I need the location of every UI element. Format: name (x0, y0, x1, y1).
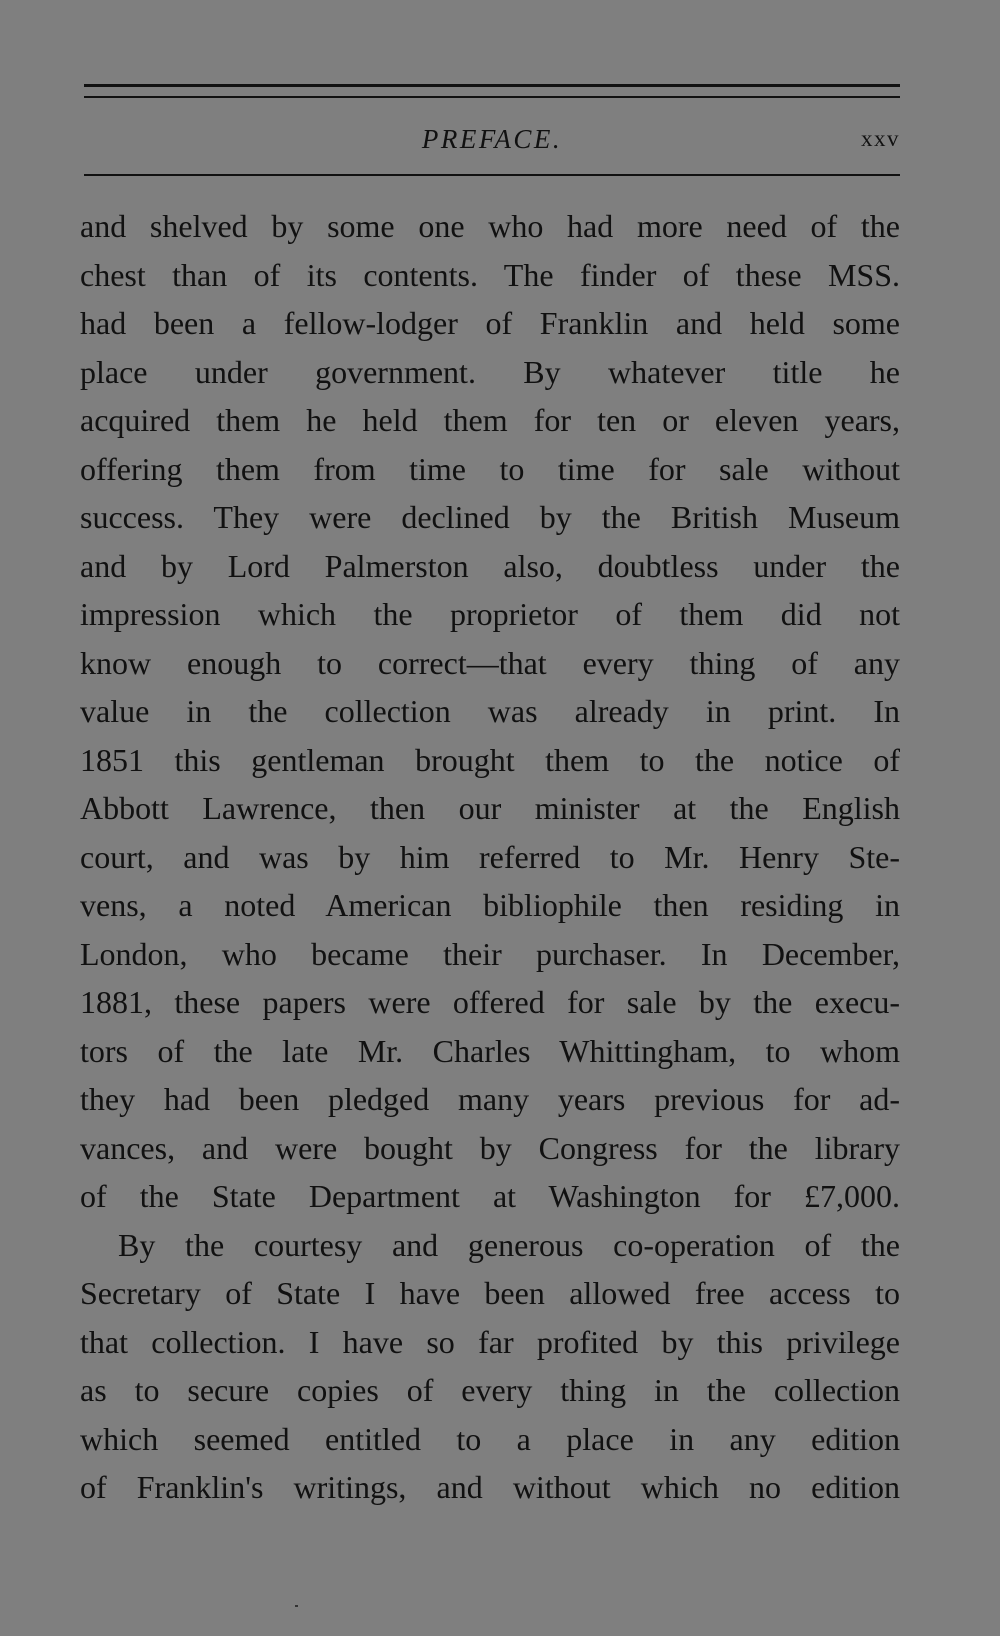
paragraph-last-line: of the State Department at Washington for £7,000. (80, 1178, 900, 1214)
running-title: PREFACE. (421, 124, 563, 154)
text-line: and shelved by some one who had more need of the (80, 208, 900, 244)
text-line: place under government. By whatever title he (80, 353, 900, 390)
text-line: London, who became their purchaser. In December, (80, 935, 900, 972)
header-rule-top (84, 84, 900, 87)
text-line: court, and was by him referred to Mr. Henry Ste- (80, 838, 900, 875)
text-line: Secretary of State I have been allowed free access to (80, 1275, 900, 1311)
text-line: offering them from time to time for sale without (80, 450, 900, 487)
running-head (84, 119, 900, 159)
text-line: as to secure copies of every thing in the collection (80, 1372, 900, 1408)
text-line: acquired them he held them for ten or eleven years, (80, 402, 900, 438)
text-line: that collection. I have so far profited by this privilege (80, 1323, 900, 1360)
paper-speck (295, 1605, 298, 1607)
body-text (80, 202, 900, 1512)
text-line: impression which the proprietor of them did not (80, 596, 900, 632)
text-line: which seemed entitled to a place in any edition (80, 1420, 900, 1457)
page-number: xxv (861, 126, 900, 151)
paragraph-first-line: By the courtesy and generous co-operation of the (118, 1226, 900, 1263)
header-rule-bottom (84, 174, 900, 176)
header-rule-second (84, 96, 900, 98)
text-line: had been a fellow-lodger of Franklin and held some (80, 305, 900, 341)
text-line: Abbott Lawrence, then our minister at the English (80, 790, 900, 826)
text-line: vances, and were bought by Congress for the library (80, 1129, 900, 1166)
text-line: tors of the late Mr. Charles Whittingham, to whom (80, 1032, 900, 1069)
text-line: success. They were declined by the British Museum (80, 499, 900, 535)
text-line: they had been pledged many years previous for ad- (80, 1081, 900, 1117)
text-line: chest than of its contents. The finder of these MSS. (80, 256, 900, 293)
text-line: and by Lord Palmerston also, doubtless under the (80, 547, 900, 584)
text-line: vens, a noted American bibliophile then residing in (80, 887, 900, 923)
text-line: 1851 this gentleman brought them to the notice of (80, 741, 900, 778)
text-line: know enough to correct—that every thing of any (80, 644, 900, 681)
text-line: value in the collection was already in print. In (80, 693, 900, 729)
text-line: of Franklin's writings, and without which no edition (80, 1469, 900, 1505)
text-line: 1881, these papers were offered for sale by the execu- (80, 984, 900, 1020)
